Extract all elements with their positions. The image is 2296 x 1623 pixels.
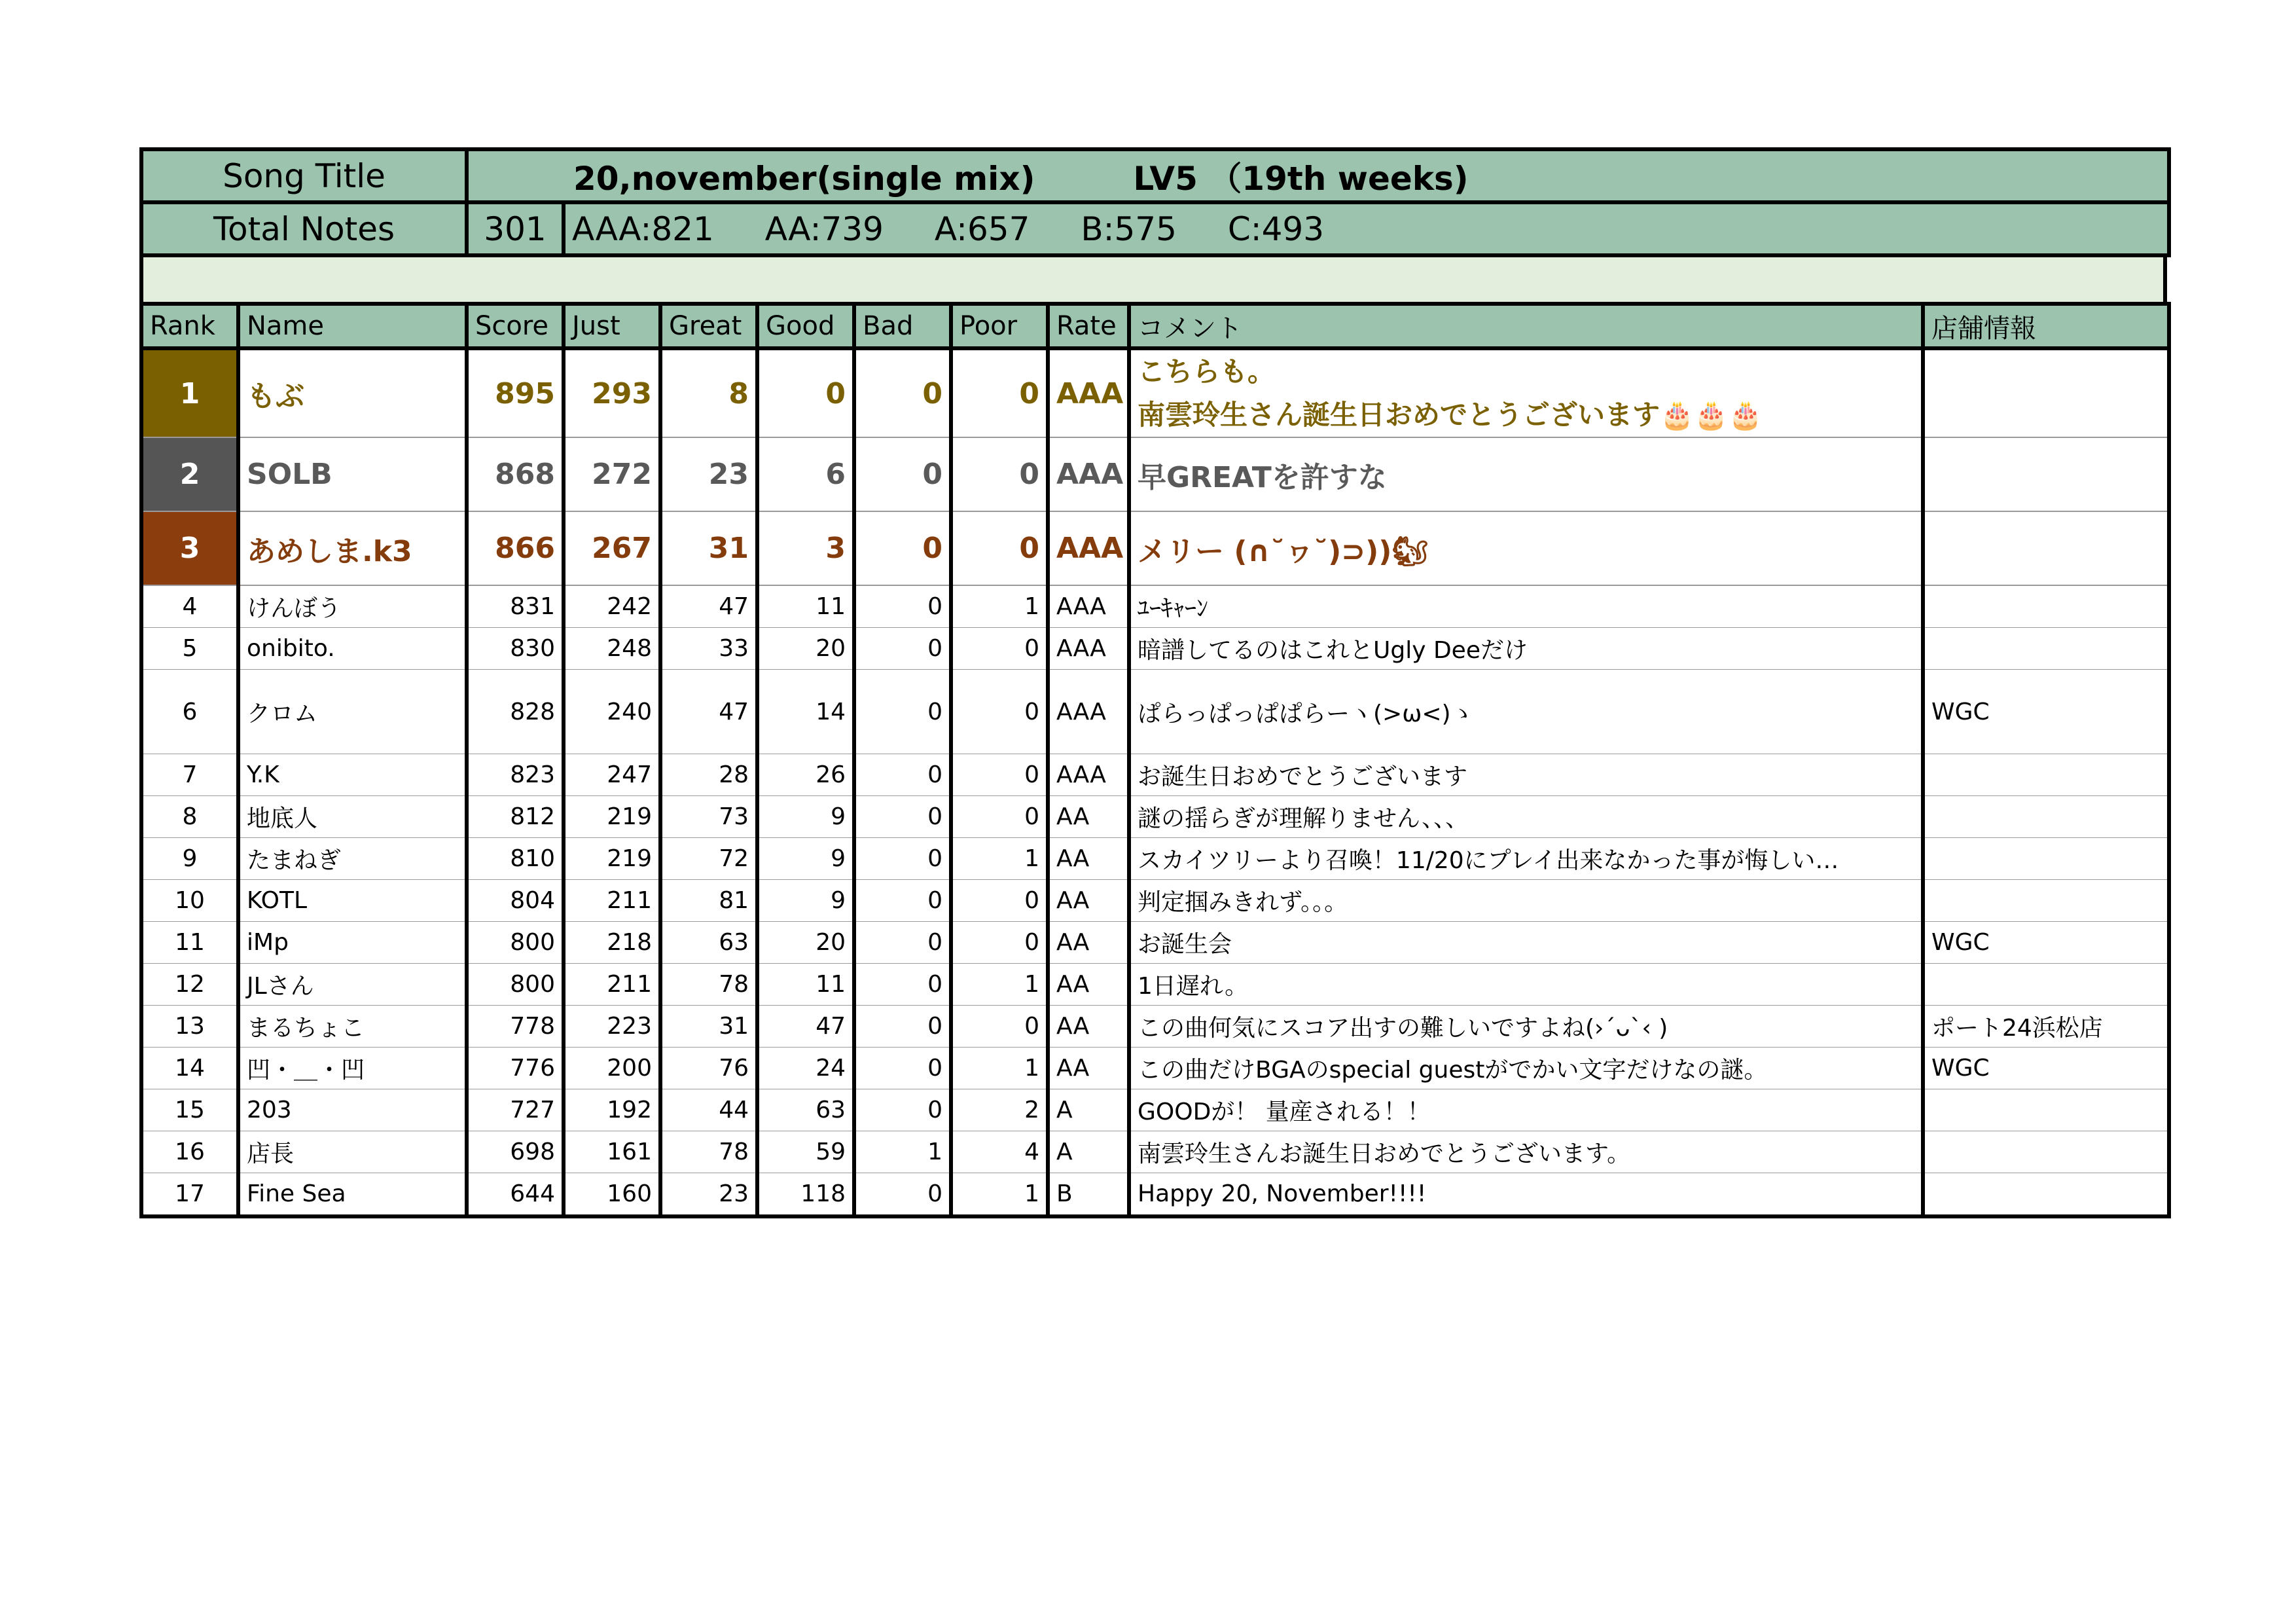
total-notes-value: 301: [467, 202, 564, 255]
cell-just: 293: [564, 348, 660, 437]
cell-comment: 暗譜してるのはこれとUgly Deeだけ: [1129, 628, 1923, 670]
cell-poor: 2: [951, 1089, 1048, 1131]
cell-just: 248: [564, 628, 660, 670]
cell-poor: 0: [951, 1006, 1048, 1048]
cell-bad: 0: [854, 796, 951, 838]
table-row: [141, 511, 2169, 585]
cell-shop: [1923, 796, 2169, 838]
cell-name: SOLB: [238, 437, 467, 511]
cell-name: JLさん: [238, 964, 467, 1006]
cell-rate: AA: [1048, 964, 1129, 1006]
cell-name: まるちょこ: [238, 1006, 467, 1048]
col-score: Score: [467, 304, 564, 348]
cell-shop: WGC: [1923, 1048, 2169, 1089]
cell-rate: AAA: [1048, 754, 1129, 796]
cell-rate: A: [1048, 1089, 1129, 1131]
table-row: [141, 838, 2169, 880]
cell-poor: 0: [951, 348, 1048, 437]
threshold-aaa: AAA:821: [572, 210, 714, 248]
song-title: 20,november(single mix) LV5 （19th weeks): [467, 149, 2169, 202]
cell-just: 219: [564, 796, 660, 838]
table-row: [141, 348, 2169, 437]
cell-poor: 0: [951, 437, 1048, 511]
cell-good: 24: [757, 1048, 854, 1089]
cell-comment: 判定掴みきれず。。。: [1129, 880, 1923, 922]
col-just: Just: [564, 304, 660, 348]
cell-name: Y.K: [238, 754, 467, 796]
cell-rate: A: [1048, 1131, 1129, 1173]
cell-bad: 0: [854, 1089, 951, 1131]
cell-score: 868: [467, 437, 564, 511]
total-notes-label: Total Notes: [141, 202, 467, 255]
song-title-label: Song Title: [141, 149, 467, 202]
comment-line-2: 南雲玲生さん誕生日おめでとうございます🎂🎂🎂: [1138, 399, 1763, 431]
cell-score: 828: [467, 670, 564, 754]
cell-rank: 9: [141, 838, 238, 880]
cell-bad: 1: [854, 1131, 951, 1173]
cell-name: KOTL: [238, 880, 467, 922]
cell-score: 810: [467, 838, 564, 880]
cell-bad: 0: [854, 585, 951, 628]
cell-rank: 17: [141, 1173, 238, 1217]
cell-shop: [1923, 880, 2169, 922]
cell-score: 804: [467, 880, 564, 922]
table-row: [141, 1089, 2169, 1131]
cell-bad: 0: [854, 511, 951, 585]
cell-rate: AAA: [1048, 670, 1129, 754]
cell-score: 776: [467, 1048, 564, 1089]
cell-bad: 0: [854, 670, 951, 754]
cell-name: onibito.: [238, 628, 467, 670]
cell-great: 73: [660, 796, 757, 838]
cell-name: 地底人: [238, 796, 467, 838]
table-row: [141, 922, 2169, 964]
cell-name: iMp: [238, 922, 467, 964]
cell-bad: 0: [854, 922, 951, 964]
cell-good: 0: [757, 348, 854, 437]
cell-score: 644: [467, 1173, 564, 1217]
col-shop: 店舗情報: [1923, 304, 2169, 348]
cell-name: Fine Sea: [238, 1173, 467, 1217]
cell-rank: 10: [141, 880, 238, 922]
cell-just: 218: [564, 922, 660, 964]
cell-shop: [1923, 754, 2169, 796]
cell-poor: 1: [951, 1048, 1048, 1089]
cell-good: 20: [757, 628, 854, 670]
cell-great: 31: [660, 511, 757, 585]
cell-bad: 0: [854, 964, 951, 1006]
cell-name: 203: [238, 1089, 467, 1131]
cell-good: 9: [757, 880, 854, 922]
col-comment: コメント: [1129, 304, 1923, 348]
cell-shop: [1923, 1173, 2169, 1217]
cell-just: 200: [564, 1048, 660, 1089]
cell-poor: 0: [951, 754, 1048, 796]
cell-score: 778: [467, 1006, 564, 1048]
cell-name: あめしま.k3: [238, 511, 467, 585]
cell-rank: 14: [141, 1048, 238, 1089]
cell-rank: 11: [141, 922, 238, 964]
cell-comment: 早GREATを許すな: [1129, 437, 1923, 511]
col-bad: Bad: [854, 304, 951, 348]
cell-poor: 0: [951, 628, 1048, 670]
cell-shop: WGC: [1923, 670, 2169, 754]
spacer-band: [139, 257, 2167, 302]
table-row: [141, 1006, 2169, 1048]
cell-great: 33: [660, 628, 757, 670]
cell-rate: AA: [1048, 838, 1129, 880]
threshold-a: A:657: [934, 210, 1030, 248]
cell-score: 812: [467, 796, 564, 838]
cell-just: 223: [564, 1006, 660, 1048]
comment-line-1: こちらも。: [1138, 356, 1276, 388]
ranking-table: [139, 302, 2171, 1218]
cell-great: 78: [660, 964, 757, 1006]
cell-bad: 0: [854, 628, 951, 670]
cell-rate: AA: [1048, 922, 1129, 964]
cell-bad: 0: [854, 880, 951, 922]
cell-great: 72: [660, 838, 757, 880]
cell-bad: 0: [854, 437, 951, 511]
cell-comment: お誕生日おめでとうございます: [1129, 754, 1923, 796]
threshold-aa: AA:739: [764, 210, 884, 248]
cell-shop: [1923, 1131, 2169, 1173]
cell-great: 63: [660, 922, 757, 964]
table-row: [141, 1173, 2169, 1217]
table-row: [141, 437, 2169, 511]
cell-rate: AAA: [1048, 628, 1129, 670]
cell-shop: [1923, 1089, 2169, 1131]
cell-shop: [1923, 964, 2169, 1006]
cell-good: 59: [757, 1131, 854, 1173]
cell-shop: [1923, 628, 2169, 670]
cell-poor: 1: [951, 585, 1048, 628]
cell-great: 23: [660, 1173, 757, 1217]
cell-rank: 16: [141, 1131, 238, 1173]
ranking-sheet: [139, 147, 2167, 1218]
cell-bad: 0: [854, 1048, 951, 1089]
cell-rate: AAA: [1048, 348, 1129, 437]
cell-just: 211: [564, 880, 660, 922]
cell-rank: 2: [141, 437, 238, 511]
cell-poor: 0: [951, 796, 1048, 838]
cell-name: けんぼう: [238, 585, 467, 628]
cell-great: 28: [660, 754, 757, 796]
table-row: [141, 670, 2169, 754]
cell-name: 凹・＿・凹: [238, 1048, 467, 1089]
table-row: [141, 1048, 2169, 1089]
cell-just: 160: [564, 1173, 660, 1217]
cell-rate: B: [1048, 1173, 1129, 1217]
cell-just: 240: [564, 670, 660, 754]
cell-good: 9: [757, 838, 854, 880]
cell-name: たまねぎ: [238, 838, 467, 880]
col-rank: Rank: [141, 304, 238, 348]
cell-poor: 0: [951, 880, 1048, 922]
table-row: [141, 796, 2169, 838]
cell-score: 830: [467, 628, 564, 670]
cell-shop: WGC: [1923, 922, 2169, 964]
cell-rank: 6: [141, 670, 238, 754]
cell-score: 727: [467, 1089, 564, 1131]
cell-good: 6: [757, 437, 854, 511]
cell-rank: 12: [141, 964, 238, 1006]
cell-shop: [1923, 838, 2169, 880]
cell-rank: 15: [141, 1089, 238, 1131]
cell-great: 44: [660, 1089, 757, 1131]
col-rate: Rate: [1048, 304, 1129, 348]
cell-poor: 1: [951, 838, 1048, 880]
cell-good: 11: [757, 964, 854, 1006]
cell-shop: [1923, 511, 2169, 585]
cell-good: 63: [757, 1089, 854, 1131]
column-header-row: [141, 304, 2169, 348]
cell-poor: 0: [951, 670, 1048, 754]
cell-just: 211: [564, 964, 660, 1006]
cell-rate: AA: [1048, 1006, 1129, 1048]
table-row: [141, 754, 2169, 796]
cell-great: 81: [660, 880, 757, 922]
cell-comment: [1129, 348, 1923, 437]
cell-shop: ポート24浜松店: [1923, 1006, 2169, 1048]
cell-comment: ぱらっぱっぱぱらーヽ(>ω<)ゝ: [1129, 670, 1923, 754]
rank-thresholds: [564, 202, 2169, 255]
cell-good: 118: [757, 1173, 854, 1217]
col-name: Name: [238, 304, 467, 348]
cell-score: 698: [467, 1131, 564, 1173]
table-row: [141, 1131, 2169, 1173]
cell-bad: 0: [854, 1006, 951, 1048]
cell-score: 866: [467, 511, 564, 585]
cell-shop: [1923, 348, 2169, 437]
cell-poor: 0: [951, 511, 1048, 585]
cell-comment: Happy 20, November!!!!: [1129, 1173, 1923, 1217]
cell-name: もぶ: [238, 348, 467, 437]
cell-comment: 1日遅れ。: [1129, 964, 1923, 1006]
song-header: [139, 147, 2171, 257]
cell-score: 800: [467, 922, 564, 964]
cell-bad: 0: [854, 1173, 951, 1217]
cell-rate: AA: [1048, 880, 1129, 922]
cell-rate: AAA: [1048, 511, 1129, 585]
cell-just: 219: [564, 838, 660, 880]
cell-comment: スカイツリーより召喚！11/20にプレイ出来なかった事が悔しい…: [1129, 838, 1923, 880]
cell-just: 272: [564, 437, 660, 511]
cell-rank: 1: [141, 348, 238, 437]
table-row: [141, 964, 2169, 1006]
cell-rate: AAA: [1048, 437, 1129, 511]
col-good: Good: [757, 304, 854, 348]
cell-rate: AAA: [1048, 585, 1129, 628]
cell-bad: 0: [854, 348, 951, 437]
cell-great: 47: [660, 670, 757, 754]
cell-good: 11: [757, 585, 854, 628]
cell-just: 267: [564, 511, 660, 585]
cell-just: 161: [564, 1131, 660, 1173]
cell-good: 3: [757, 511, 854, 585]
cell-rank: 7: [141, 754, 238, 796]
cell-good: 14: [757, 670, 854, 754]
cell-shop: [1923, 585, 2169, 628]
cell-score: 831: [467, 585, 564, 628]
cell-comment: 南雲玲生さんお誕生日おめでとうございます。: [1129, 1131, 1923, 1173]
cell-rank: 4: [141, 585, 238, 628]
cell-just: 192: [564, 1089, 660, 1131]
cell-good: 20: [757, 922, 854, 964]
cell-comment: メリー (∩˘ヮ˘)⊃))🐿: [1129, 511, 1923, 585]
cell-comment: この曲だけBGAのspecial guestがでかい文字だけなの謎。: [1129, 1048, 1923, 1089]
cell-rank: 8: [141, 796, 238, 838]
cell-just: 242: [564, 585, 660, 628]
cell-score: 823: [467, 754, 564, 796]
cell-rank: 3: [141, 511, 238, 585]
cell-comment: お誕生会: [1129, 922, 1923, 964]
cell-great: 78: [660, 1131, 757, 1173]
cell-rank: 5: [141, 628, 238, 670]
cell-good: 9: [757, 796, 854, 838]
cell-rate: AA: [1048, 796, 1129, 838]
cell-good: 26: [757, 754, 854, 796]
cell-name: クロム: [238, 670, 467, 754]
cell-comment: GOODが！ 量産される！！: [1129, 1089, 1923, 1131]
table-row: [141, 585, 2169, 628]
cell-rate: AA: [1048, 1048, 1129, 1089]
cell-just: 247: [564, 754, 660, 796]
col-great: Great: [660, 304, 757, 348]
cell-poor: 0: [951, 922, 1048, 964]
cell-poor: 1: [951, 1173, 1048, 1217]
cell-great: 76: [660, 1048, 757, 1089]
threshold-b: B:575: [1081, 210, 1177, 248]
cell-poor: 1: [951, 964, 1048, 1006]
cell-great: 31: [660, 1006, 757, 1048]
cell-poor: 4: [951, 1131, 1048, 1173]
cell-name: 店長: [238, 1131, 467, 1173]
cell-score: 895: [467, 348, 564, 437]
cell-score: 800: [467, 964, 564, 1006]
cell-shop: [1923, 437, 2169, 511]
cell-rank: 13: [141, 1006, 238, 1048]
cell-great: 8: [660, 348, 757, 437]
cell-bad: 0: [854, 838, 951, 880]
cell-great: 47: [660, 585, 757, 628]
cell-bad: 0: [854, 754, 951, 796]
cell-great: 23: [660, 437, 757, 511]
table-row: [141, 628, 2169, 670]
cell-comment: この曲何気にスコア出すの難しいですよね(›´ᴗ`‹ ): [1129, 1006, 1923, 1048]
col-poor: Poor: [951, 304, 1048, 348]
cell-comment: ﾕｰｷｬｰﾝ: [1129, 585, 1923, 628]
threshold-c: C:493: [1227, 210, 1325, 248]
cell-comment: 謎の揺らぎが理解りません、、、: [1129, 796, 1923, 838]
cell-good: 47: [757, 1006, 854, 1048]
table-row: [141, 880, 2169, 922]
